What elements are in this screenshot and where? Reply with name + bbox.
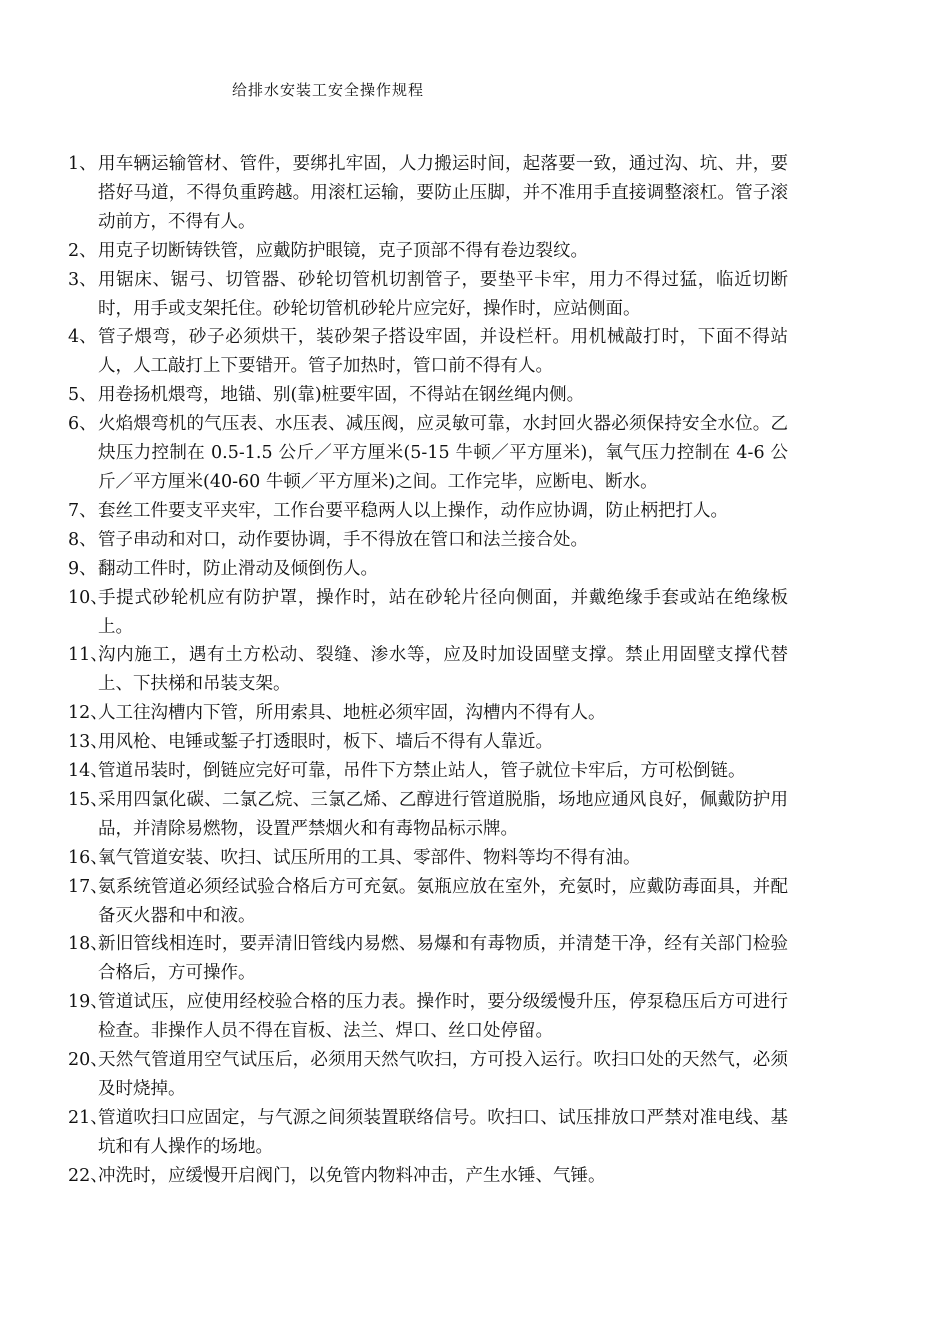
rule-item — [68, 526, 788, 555]
rule-text: 用风枪、电锤或錾子打透眼时，板下、墙后不得有人靠近。 — [98, 732, 553, 753]
rule-number: 21、 — [68, 1107, 108, 1128]
rule-item — [68, 266, 788, 324]
rule-item — [68, 497, 788, 526]
rule-item — [68, 150, 788, 237]
rule-text: 氧气管道安装、吹扫、试压所用的工具、零部件、物料等均不得有油。 — [98, 847, 641, 868]
rule-number: 13、 — [68, 732, 108, 753]
rule-item — [68, 1046, 788, 1104]
rule-item — [68, 381, 788, 410]
rule-text: 用锯床、锯弓、切管器、砂轮切管机切割管子，要垫平卡牢，用力不得过猛，临近切断时，用手或支架托住。砂轮切管机砂轮片应完好，操作时，应站侧面。 — [98, 269, 788, 319]
rule-item — [68, 1104, 788, 1162]
rule-number: 6、 — [68, 414, 97, 435]
rule-number: 15、 — [68, 789, 108, 810]
rule-text: 翻动工件时，防止滑动及倾倒伤人。 — [98, 558, 378, 579]
rule-number: 16、 — [68, 847, 108, 868]
rule-number: 12、 — [68, 703, 108, 724]
rule-number: 18、 — [68, 934, 108, 955]
rule-item — [68, 237, 788, 266]
rule-item — [68, 699, 788, 728]
rule-text: 管子煨弯，砂子必须烘干，装砂架子搭设牢固，并设栏杆。用机械敲打时，下面不得站人，人工敲打上下要错开。管子加热时，管口前不得有人。 — [98, 327, 788, 377]
rule-text: 管道吊装时，倒链应完好可靠，吊件下方禁止站人，管子就位卡牢后，方可松倒链。 — [98, 761, 746, 782]
rule-item — [68, 728, 788, 757]
rule-number: 3、 — [68, 269, 97, 290]
rule-text: 冲洗时，应缓慢开启阀门，以免管内物料冲击，产生水锤、气锤。 — [98, 1165, 606, 1186]
rule-text: 氨系统管道必须经试验合格后方可充氨。氨瓶应放在室外，充氨时，应戴防毒面具，并配备灭火器和中和液。 — [98, 876, 788, 926]
rule-number: 11、 — [68, 645, 108, 666]
rule-text: 用克子切断铸铁管，应戴防护眼镜，克子顶部不得有卷边裂纹。 — [98, 240, 588, 261]
rule-number: 4、 — [68, 327, 97, 348]
rule-item — [68, 555, 788, 584]
rule-number: 8、 — [68, 529, 97, 550]
rule-text: 管道吹扫口应固定，与气源之间须装置联络信号。吹扫口、试压排放口严禁对准电线、基坑和有人操作的场地。 — [98, 1107, 788, 1157]
rule-text: 管道试压，应使用经校验合格的压力表。操作时，要分级缓慢升压，停泵稳压后方可进行检查。非操作人员不得在盲板、法兰、焊口、丝口处停留。 — [98, 992, 788, 1042]
rule-text: 新旧管线相连时，要弄清旧管线内易燃、易爆和有毒物质，并清楚干净，经有关部门检验合格后，方可操作。 — [98, 934, 788, 984]
document-title: 给排水安装工安全操作规程 — [232, 81, 425, 99]
rule-number: 7、 — [68, 500, 97, 521]
rule-text: 沟内施工，遇有土方松动、裂缝、渗水等，应及时加设固壁支撑。禁止用固壁支撑代替上、下扶梯和吊装支架。 — [98, 645, 788, 695]
rule-number: 10、 — [68, 587, 108, 608]
rule-text: 手提式砂轮机应有防护罩，操作时，站在砂轮片径向侧面，并戴绝缘手套或站在绝缘板上。 — [98, 587, 788, 637]
rule-item — [68, 1162, 788, 1191]
rule-text: 火焰煨弯机的气压表、水压表、减压阀，应灵敏可靠，水封回火器必须保持安全水位。乙炔压力控制在 0.5-1.5 公斤／平方厘米(5-15 牛顿／平方厘米)，氧气压力控制在 4-6 公斤／平方厘米(40-60 牛顿／平方厘米)之间。工作完毕，应断电、断水。 — [98, 414, 788, 492]
rule-number: 2、 — [68, 240, 97, 261]
safety-rules-list — [68, 150, 788, 1191]
rule-text: 采用四氯化碳、二氯乙烷、三氯乙烯、乙醇进行管道脱脂，场地应通风良好，佩戴防护用品，并清除易燃物，设置严禁烟火和有毒物品标示牌。 — [98, 789, 788, 839]
rule-text: 套丝工件要支平夹牢，工作台要平稳两人以上操作，动作应协调，防止柄把打人。 — [98, 500, 728, 521]
rule-item — [68, 988, 788, 1046]
rule-text: 管子串动和对口，动作要协调，手不得放在管口和法兰接合处。 — [98, 529, 588, 550]
rule-number: 17、 — [68, 876, 108, 897]
rule-number: 20、 — [68, 1050, 108, 1071]
rule-number: 14、 — [68, 761, 108, 782]
rule-text: 用卷扬机煨弯，地锚、别(靠)桩要牢固，不得站在钢丝绳内侧。 — [98, 385, 585, 406]
rule-item — [68, 410, 788, 497]
rule-text: 用车辆运输管材、管件，要绑扎牢固，人力搬运时间，起落要一致，通过沟、坑、井，要搭好马道，不得负重跨越。用滚杠运输，要防止压脚，并不准用手直接调整滚杠。管子滚动前方，不得有人。 — [98, 154, 788, 232]
rule-number: 1、 — [68, 154, 97, 174]
rule-text: 天然气管道用空气试压后，必须用天然气吹扫，方可投入运行。吹扫口处的天然气，必须及时烧掉。 — [98, 1050, 788, 1099]
rule-number: 9、 — [68, 558, 97, 579]
rule-item — [68, 930, 788, 988]
rule-item — [68, 584, 788, 642]
rule-number: 22、 — [68, 1165, 108, 1186]
rule-item — [68, 323, 788, 381]
rule-text: 人工往沟槽内下管，所用索具、地桩必须牢固，沟槽内不得有人。 — [98, 703, 606, 724]
rule-number: 5、 — [68, 385, 97, 406]
rule-item — [68, 786, 788, 844]
rule-item — [68, 641, 788, 699]
rule-item — [68, 873, 788, 931]
rule-number: 19、 — [68, 992, 108, 1013]
rule-item — [68, 757, 788, 786]
rule-item — [68, 844, 788, 873]
